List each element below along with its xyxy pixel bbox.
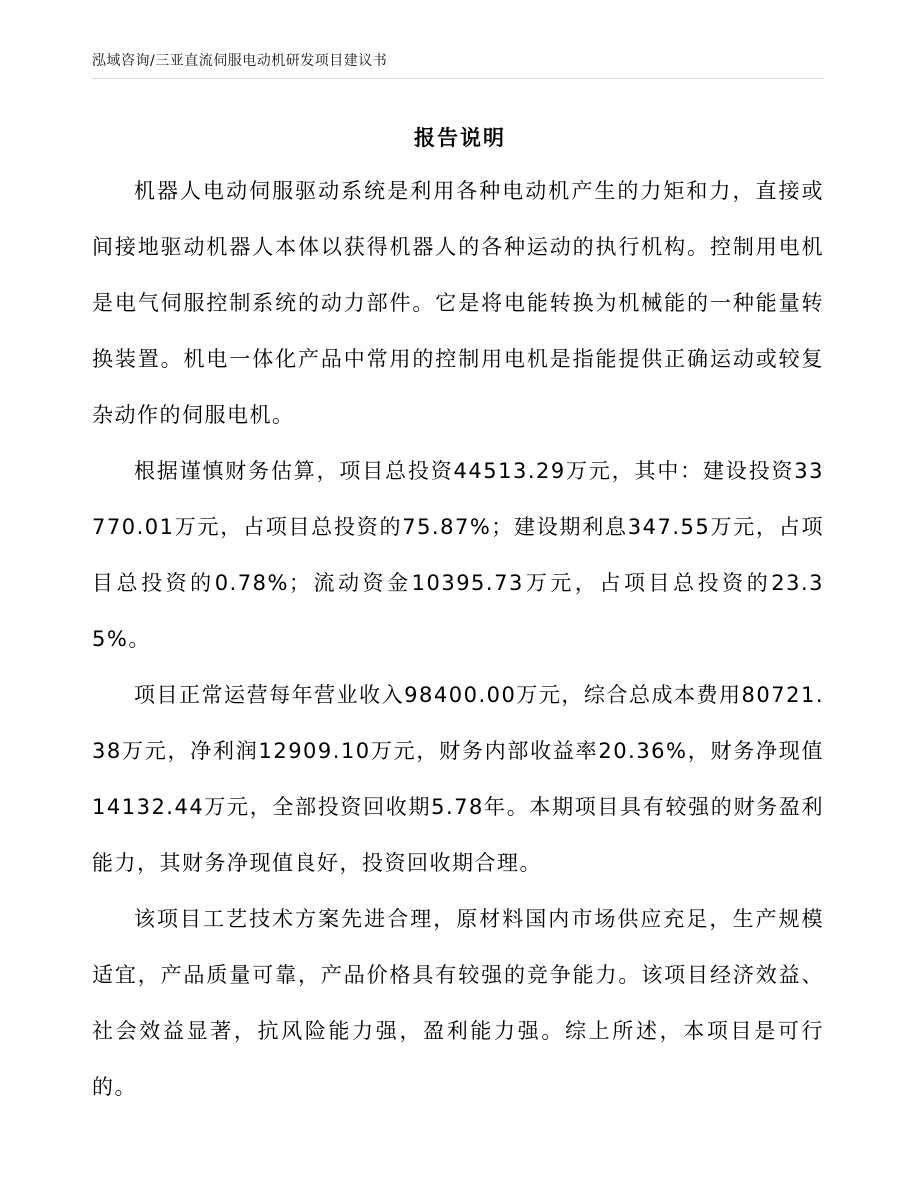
header-divider xyxy=(92,78,824,79)
document-title: 报告说明 xyxy=(414,126,506,150)
paragraph-intro: 机器人电动伺服驱动系统是利用各种电动机产生的力矩和力，直接或间接地驱动机器人本体以获得机器人的各种运动的执行机构。控制用电机是电气伺服控制系统的动力部件。它是将电能转换为机械能的一种能量转换装置。机电一体化产品中常用的控制用电机是指能提供正确运动或较复杂动作的伺服电机。 xyxy=(92,179,824,427)
paragraph-investment: 根据谨慎财务估算，项目总投资44513.29万元，其中：建设投资33770.01万元，占项目总投资的75.87%；建设期利息347.55万元，占项目总投资的0.78%；流动资金10395.73万元，占项目总投资的23.35%。 xyxy=(92,459,824,651)
paragraph-conclusion: 该项目工艺技术方案先进合理，原材料国内市场供应充足，生产规模适宜，产品质量可靠，产品价格具有较强的竞争能力。该项目经济效益、社会效益显著，抗风险能力强，盈利能力强。综上所述，本项目是可行的。 xyxy=(92,907,824,1099)
paragraph-financials: 项目正常运营每年营业收入98400.00万元，综合总成本费用80721.38万元，净利润12909.10万元，财务内部收益率20.36%，财务净现值14132.44万元，全部投资回收期5.78年。本期项目具有较强的财务盈利能力，其财务净现值良好，投资回收期合理。 xyxy=(92,683,824,875)
document-body xyxy=(92,163,824,1115)
page-header: 泓域咨询/三亚直流伺服电动机研发项目建议书 xyxy=(92,53,388,69)
